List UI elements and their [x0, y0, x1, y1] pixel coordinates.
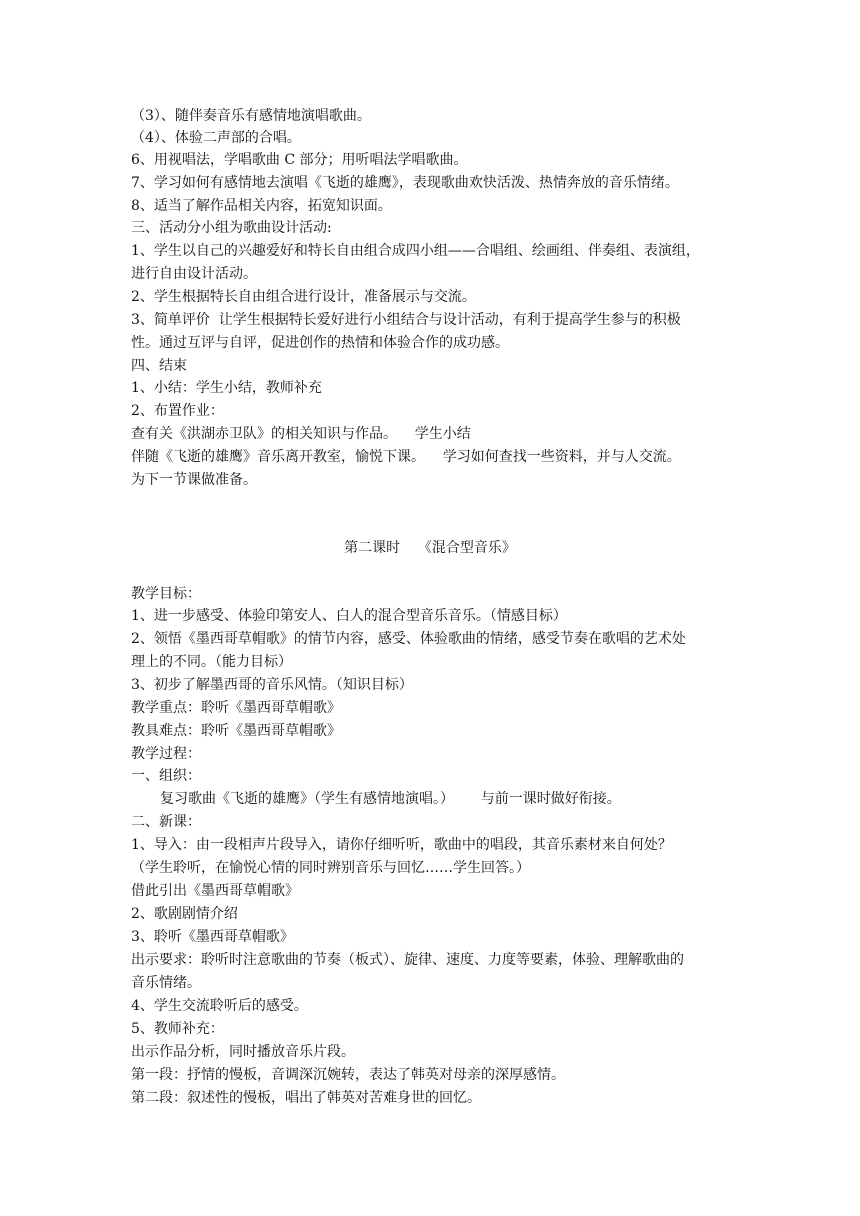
text-line: 7、学习如何有感情地去演唱《飞逝的雄鹰》，表现歌曲欢快活泼、热情奔放的音乐情绪。: [131, 175, 679, 191]
text-line: 1、进一步感受、体验印第安人、白人的混合型音乐音乐。（情感目标）: [131, 608, 567, 624]
text-line: 出示作品分析，同时播放音乐片段。: [131, 1044, 355, 1060]
section-heading: 四、结束: [131, 358, 187, 374]
text-line: 性。通过互评与自评，促进创作的热情和体验合作的成功感。: [131, 335, 509, 351]
text-line: 第一段：抒情的慢板，音调深沉婉转，表达了韩英对母亲的深厚感情。: [131, 1067, 565, 1083]
text-line: 2、歌剧剧情介绍: [131, 906, 238, 922]
text-line: 1、小结：学生小结，教师补充: [131, 380, 322, 396]
text-line: 教学过程：: [131, 746, 201, 762]
text-line: 8、适当了解作品相关内容，拓宽知识面。: [131, 198, 392, 214]
section-heading: 二、新课：: [131, 814, 201, 830]
section-title: 第二课时 《混合型音乐》: [344, 540, 516, 556]
text-line: 5、教师补充：: [131, 1021, 224, 1037]
text-line: 3、初步了解墨西哥的音乐风情。（知识目标）: [131, 677, 413, 693]
text-line: 进行自由设计活动。: [131, 266, 257, 282]
text-line: 理上的不同。（能力目标）: [131, 654, 292, 670]
text-line: 复习歌曲《飞逝的雄鹰》（学生有感情地演唱。） 与前一课时做好衔接。: [160, 791, 621, 807]
text-line: （学生聆听，在愉悦心情的同时辨别音乐与回忆……学生回答。）: [131, 860, 530, 876]
text-line: 4、学生交流聆听后的感受。: [131, 998, 308, 1014]
text-line: （4）、体验二声部的合唱。: [131, 130, 301, 146]
section-heading: 一、组织：: [131, 768, 201, 784]
text-line: 2、领悟《墨西哥草帽歌》的情节内容，感受、体验歌曲的情绪，感受节奏在歌唱的艺术处: [131, 631, 686, 647]
text-line: 教具难点：聆听《墨西哥草帽歌》: [131, 723, 341, 739]
text-line: （3）、随伴奏音乐有感情地演唱歌曲。: [131, 108, 371, 124]
text-line: 2、布置作业：: [131, 403, 224, 419]
text-line: 伴随《飞逝的雄鹰》音乐离开教室，愉悦下课。 学习如何查找一些资料，并与人交流。: [131, 449, 681, 465]
text-line: 1、导入：由一段相声片段导入，请你仔细听听，歌曲中的唱段，其音乐素材来自何处？: [131, 837, 672, 853]
text-line: 音乐情绪。: [131, 975, 201, 991]
text-line: 2、学生根据特长自由组合进行设计，准备展示与交流。: [131, 289, 476, 305]
text-line: 查有关《洪湖赤卫队》的相关知识与作品。 学生小结: [131, 426, 471, 442]
text-line: 出示要求：聆听时注意歌曲的节奏（板式）、旋律、速度、力度等要素，体验、理解歌曲的: [131, 952, 684, 968]
text-line: 为下一节课做准备。: [131, 472, 257, 488]
section-heading: 三、活动分小组为歌曲设计活动:: [131, 220, 332, 236]
text-line: 3、简单评价 让学生根据特长爱好进行小组结合与设计活动，有利于提高学生参与的积极: [131, 312, 681, 328]
text-line: 教学重点：聆听《墨西哥草帽歌》: [131, 700, 341, 716]
text-line: 3、聆听《墨西哥草帽歌》: [131, 929, 294, 945]
text-line: 借此引出《墨西哥草帽歌》: [131, 883, 299, 899]
text-line: 6、用视唱法，学唱歌曲 C 部分；用听唱法学唱歌曲。: [131, 152, 468, 168]
text-line: 教学目标：: [131, 586, 201, 602]
text-line: 1、学生以自己的兴趣爱好和特长自由组合成四小组——合唱组、绘画组、伴奏组、表演组，: [131, 243, 700, 259]
text-line: 第二段：叙述性的慢板，唱出了韩英对苦难身世的回忆。: [131, 1090, 481, 1106]
